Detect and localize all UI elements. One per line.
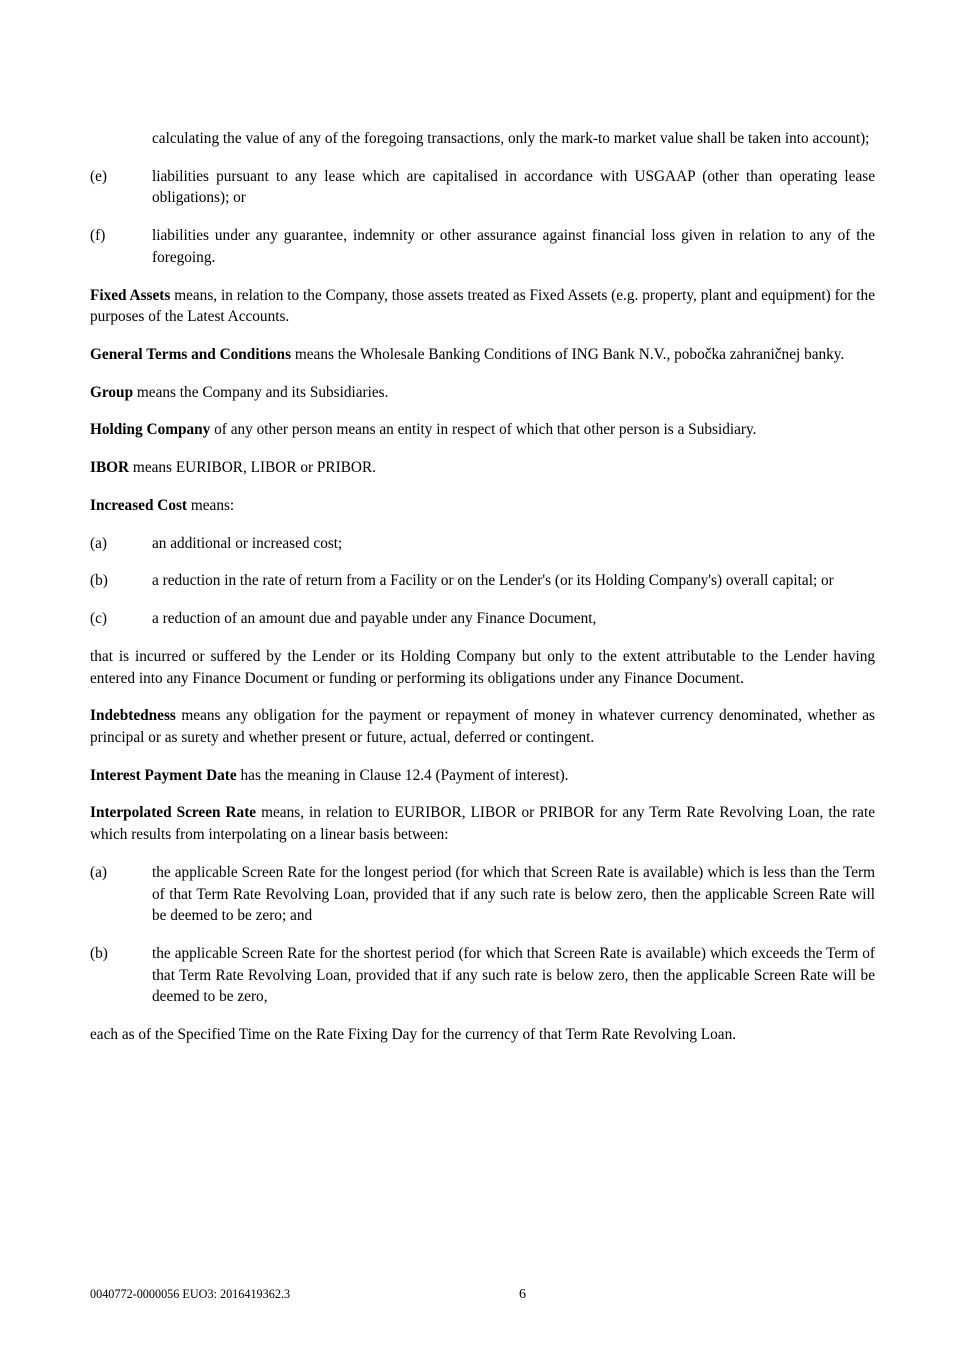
term-general-terms: General Terms and Conditions: [90, 346, 292, 364]
list-item-increased-cost-a: [90, 533, 875, 555]
term-fixed-assets: Fixed Assets: [90, 286, 171, 304]
list-text-increased-cost-b: a reduction in the rate of return from a Facility or on the Lender's (or its Holding Company's) overall capital; or: [152, 572, 834, 590]
footer-page-number: 6: [519, 1287, 527, 1302]
page-footer: [90, 1287, 875, 1303]
list-text-increased-cost-c: a reduction of an amount due and payable under any Finance Document,: [152, 610, 597, 628]
list-item-e: [90, 166, 875, 209]
definition-interpolated-screen-rate: [90, 802, 875, 845]
list-item-f: [90, 225, 875, 268]
term-increased-cost: Increased Cost: [90, 496, 188, 514]
definition-text-fixed-assets: means, in relation to the Company, those assets treated as Fixed Assets (e.g. property, plant and equipment) for the purposes of the Latest Accounts.: [90, 286, 875, 326]
definition-text-increased-cost: means:: [187, 496, 235, 514]
list-item-increased-cost-c: [90, 608, 875, 630]
list-text-increased-cost-a: an additional or increased cost;: [152, 534, 343, 552]
list-marker-increased-cost-c: (c): [90, 610, 107, 628]
list-marker-f: (f): [90, 227, 106, 245]
paragraph-increased-cost-closing: that is incurred or suffered by the Lender or its Holding Company but only to the extent attributable to the Lender having entered into any Finance Document or funding or performing its obligations under any Finance Document.: [90, 647, 875, 687]
list-item-isr-a: [90, 862, 875, 927]
list-item-increased-cost-b: [90, 570, 875, 592]
list-marker-increased-cost-a: (a): [90, 534, 107, 552]
list-text-isr-b: the applicable Screen Rate for the shortest period (for which that Screen Rate is available) which exceeds the Term of that Term Rate Revolving Loan, provided that if any such rate is below zero, then the applicable Screen Rate will be deemed to be zero,: [152, 944, 875, 1006]
term-interpolated-screen-rate: Interpolated Screen Rate: [90, 804, 257, 822]
definition-indebtedness: [90, 705, 875, 748]
list-marker-isr-a: (a): [90, 863, 107, 881]
list-marker-e: (e): [90, 167, 107, 185]
page-content: [90, 128, 875, 1046]
definition-text-indebtedness: means any obligation for the payment or repayment of money in whatever currency denominated, whether as principal or as surety and whether present or future, actual, deferred or contingent.: [90, 707, 875, 746]
definition-text-interpolated-screen-rate: means, in relation to EURIBOR, LIBOR or PRIBOR for any Term Rate Revolving Loan, the rate which results from interpolating on a linear basis between:: [90, 804, 875, 844]
term-group: Group: [90, 383, 134, 401]
definition-fixed-assets: [90, 285, 875, 328]
paragraph-isr-closing: each as of the Specified Time on the Rate Fixing Day for the currency of that Term Rate Revolving Loan.: [90, 1026, 737, 1044]
definition-holding-company: [90, 419, 875, 441]
footer-document-id: 0040772-0000056 EUO3: 2016419362.3: [90, 1287, 291, 1301]
definition-general-terms: [90, 344, 875, 366]
term-holding-company: Holding Company: [90, 421, 211, 439]
definition-text-interest-payment-date: has the meaning in Clause 12.4 (Payment of interest).: [236, 766, 569, 784]
list-marker-isr-b: (b): [90, 944, 108, 962]
definition-ibor: [90, 457, 875, 479]
definition-text-holding-company: of any other person means an entity in respect of which that other person is a Subsidiary.: [210, 421, 757, 439]
list-text-e: liabilities pursuant to any lease which are capitalised in accordance with USGAAP (other than operating lease obligations); or: [152, 167, 875, 207]
definition-text-group: means the Company and its Subsidiaries.: [133, 383, 389, 401]
definition-text-ibor: means EURIBOR, LIBOR or PRIBOR.: [129, 459, 376, 477]
list-item-isr-b: [90, 943, 875, 1008]
term-interest-payment-date: Interest Payment Date: [90, 766, 237, 784]
list-marker-increased-cost-b: (b): [90, 572, 108, 590]
paragraph-continuation-foregoing: calculating the value of any of the foregoing transactions, only the mark-to market value shall be taken into account);: [152, 130, 870, 147]
list-text-f: liabilities under any guarantee, indemnity or other assurance against financial loss given in relation to any of the foregoing.: [152, 227, 875, 266]
definition-interest-payment-date: [90, 765, 875, 787]
term-indebtedness: Indebtedness: [90, 707, 176, 725]
definition-text-general-terms: means the Wholesale Banking Conditions of ING Bank N.V., pobočka zahraničnej banky.: [291, 346, 845, 364]
definition-increased-cost: [90, 495, 875, 517]
definition-group: [90, 382, 875, 404]
list-text-isr-a: the applicable Screen Rate for the longest period (for which that Screen Rate is available) which is less than the Term of that Term Rate Revolving Loan, provided that if any such rate is below zero, then the applicable Screen Rate will be deemed to be zero; and: [152, 863, 875, 925]
term-ibor: IBOR: [90, 459, 130, 477]
